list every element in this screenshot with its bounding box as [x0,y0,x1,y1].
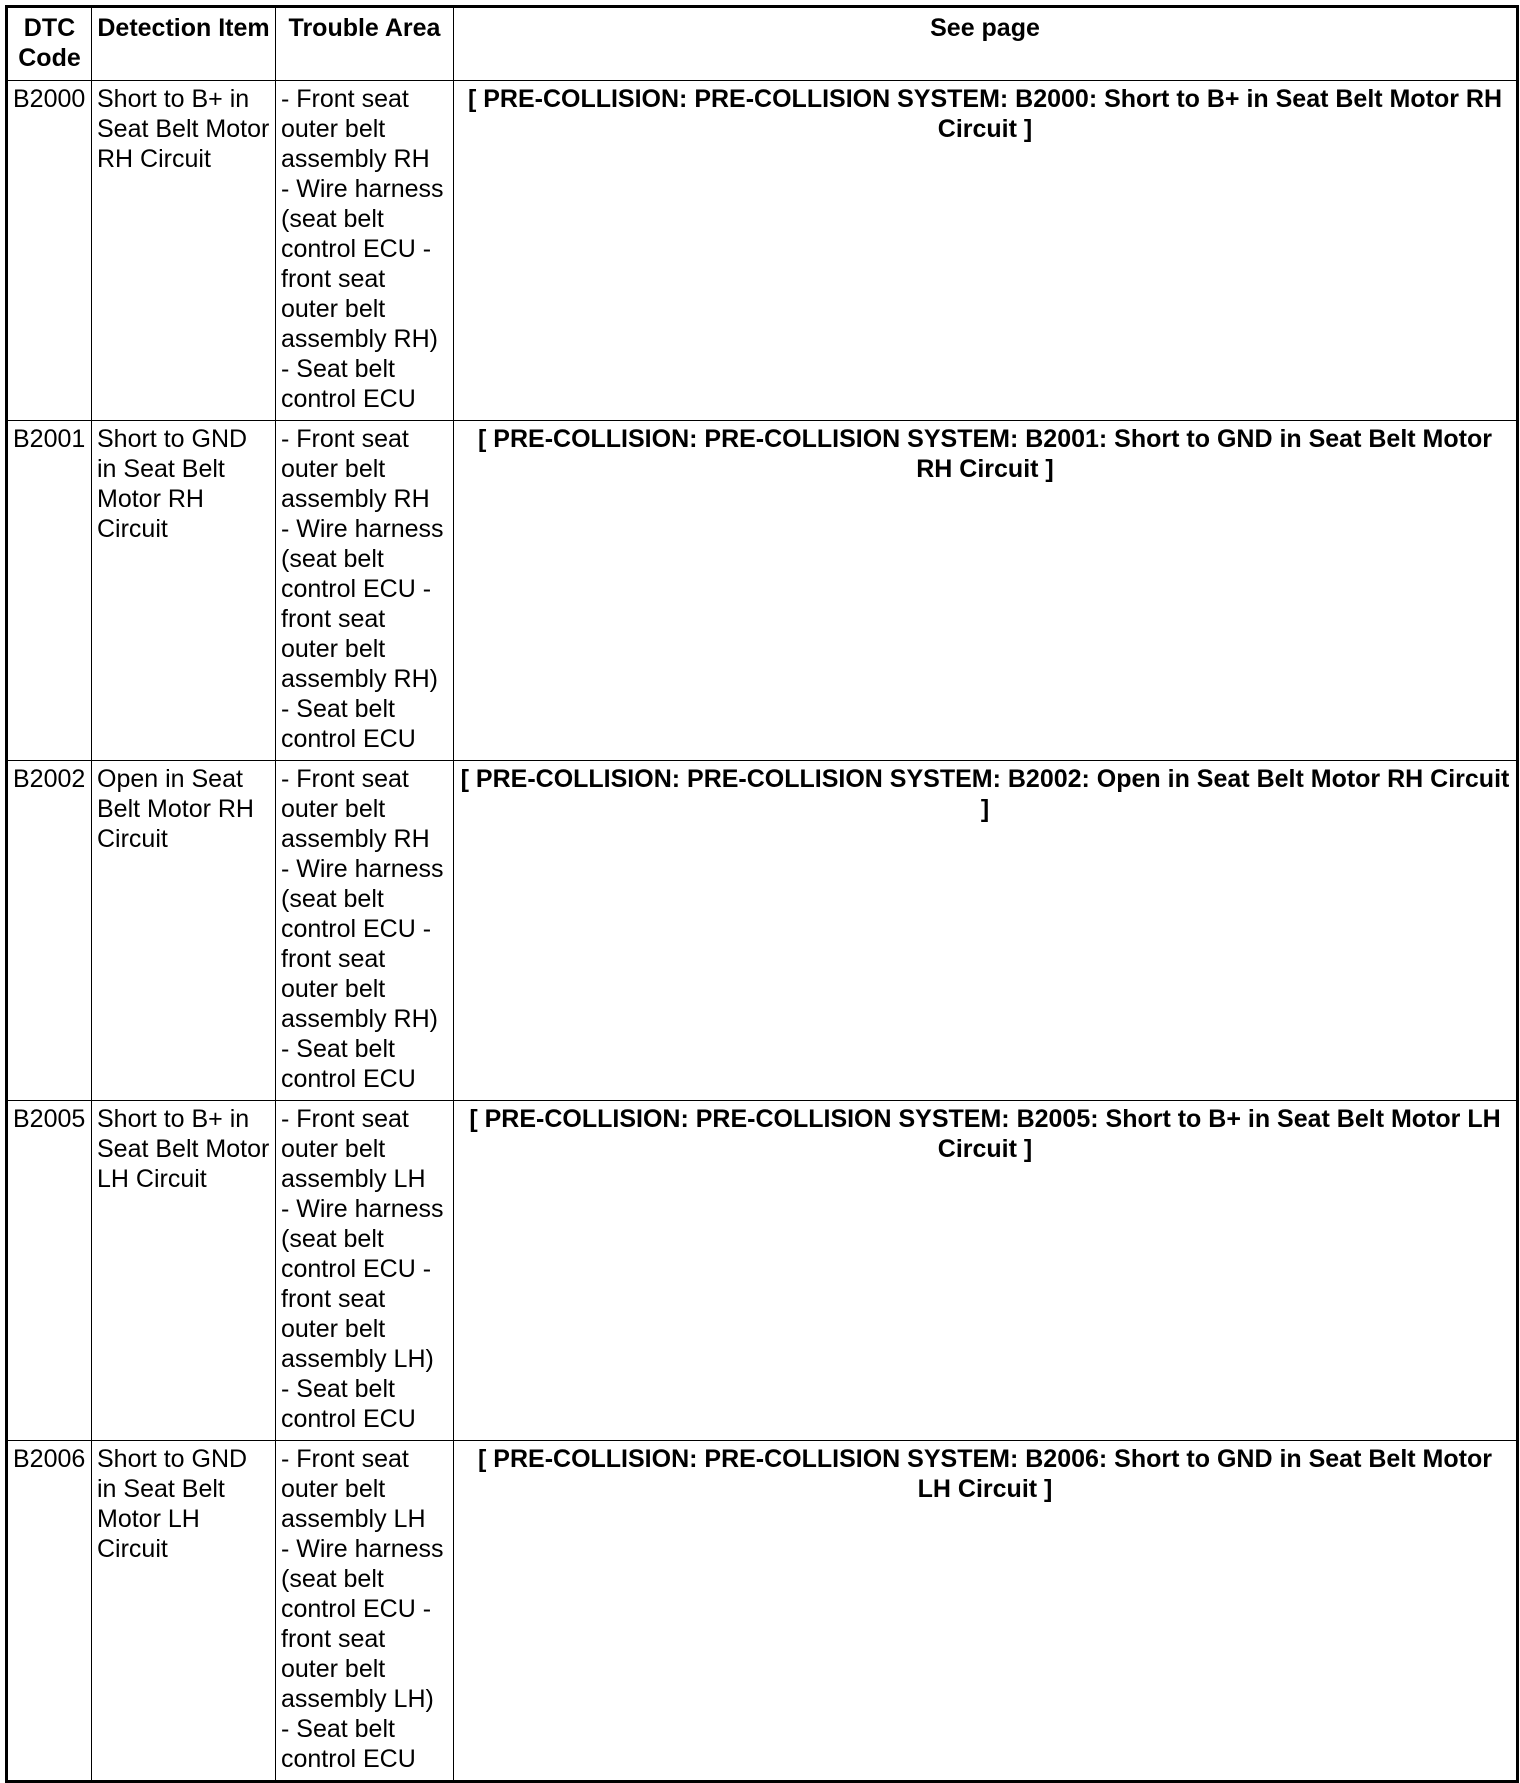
detection-item-cell: Short to GND in Seat Belt Motor LH Circuit [92,1441,276,1782]
header-dtc-code-line2: Code [18,44,81,72]
table-row [7,1441,1518,1782]
trouble-area-item: - Wire harness (seat belt control ECU - front seat outer belt assembly RH) [281,515,444,693]
see-page-link[interactable]: [ PRE-COLLISION: PRE-COLLISION SYSTEM: B2000: Short to B+ in Seat Belt Motor RH Circuit ] [454,81,1518,421]
trouble-area-cell [276,81,454,421]
dtc-table [5,5,1519,1783]
header-dtc-code [7,7,92,81]
table-row [7,1101,1518,1441]
trouble-area-item: - Seat belt control ECU [281,695,416,753]
detection-item-cell: Short to B+ in Seat Belt Motor LH Circuit [92,1101,276,1441]
trouble-area-item: - Wire harness (seat belt control ECU - front seat outer belt assembly RH) [281,855,444,1033]
detection-item-cell: Short to B+ in Seat Belt Motor RH Circuit [92,81,276,421]
trouble-area-item: - Front seat outer belt assembly LH [281,1445,426,1533]
header-trouble-area: Trouble Area [276,7,454,81]
header-see-page: See page [454,7,1518,81]
table-row [7,421,1518,761]
trouble-area-item: - Front seat outer belt assembly LH [281,1105,426,1193]
trouble-area-item: - Seat belt control ECU [281,355,416,413]
dtc-code-cell: B2006 [7,1441,92,1782]
dtc-code-cell: B2002 [7,761,92,1101]
trouble-area-item: - Wire harness (seat belt control ECU - front seat outer belt assembly LH) [281,1195,444,1373]
header-row [7,7,1518,81]
see-page-link[interactable]: [ PRE-COLLISION: PRE-COLLISION SYSTEM: B2002: Open in Seat Belt Motor RH Circuit ] [454,761,1518,1101]
trouble-area-cell [276,1101,454,1441]
dtc-code-cell: B2001 [7,421,92,761]
trouble-area-cell [276,1441,454,1782]
header-detection-item: Detection Item [92,7,276,81]
see-page-link[interactable]: [ PRE-COLLISION: PRE-COLLISION SYSTEM: B2006: Short to GND in Seat Belt Motor LH Circuit ] [454,1441,1518,1782]
trouble-area-item: - Front seat outer belt assembly RH [281,85,430,173]
table-row [7,81,1518,421]
trouble-area-item: - Seat belt control ECU [281,1375,416,1433]
trouble-area-item: - Front seat outer belt assembly RH [281,425,430,513]
see-page-link[interactable]: [ PRE-COLLISION: PRE-COLLISION SYSTEM: B2005: Short to B+ in Seat Belt Motor LH Circuit ] [454,1101,1518,1441]
trouble-area-cell [276,761,454,1101]
table-row [7,761,1518,1101]
see-page-link[interactable]: [ PRE-COLLISION: PRE-COLLISION SYSTEM: B2001: Short to GND in Seat Belt Motor RH Circuit ] [454,421,1518,761]
detection-item-cell: Open in Seat Belt Motor RH Circuit [92,761,276,1101]
dtc-code-cell: B2005 [7,1101,92,1441]
dtc-code-cell: B2000 [7,81,92,421]
header-dtc-code-line1: DTC [23,14,76,42]
trouble-area-item: - Wire harness (seat belt control ECU - front seat outer belt assembly LH) [281,1535,444,1713]
trouble-area-item: - Seat belt control ECU [281,1715,416,1773]
trouble-area-item: - Seat belt control ECU [281,1035,416,1093]
detection-item-cell: Short to GND in Seat Belt Motor RH Circuit [92,421,276,761]
trouble-area-item: - Wire harness (seat belt control ECU - front seat outer belt assembly RH) [281,175,444,353]
trouble-area-cell [276,421,454,761]
trouble-area-item: - Front seat outer belt assembly RH [281,765,430,853]
